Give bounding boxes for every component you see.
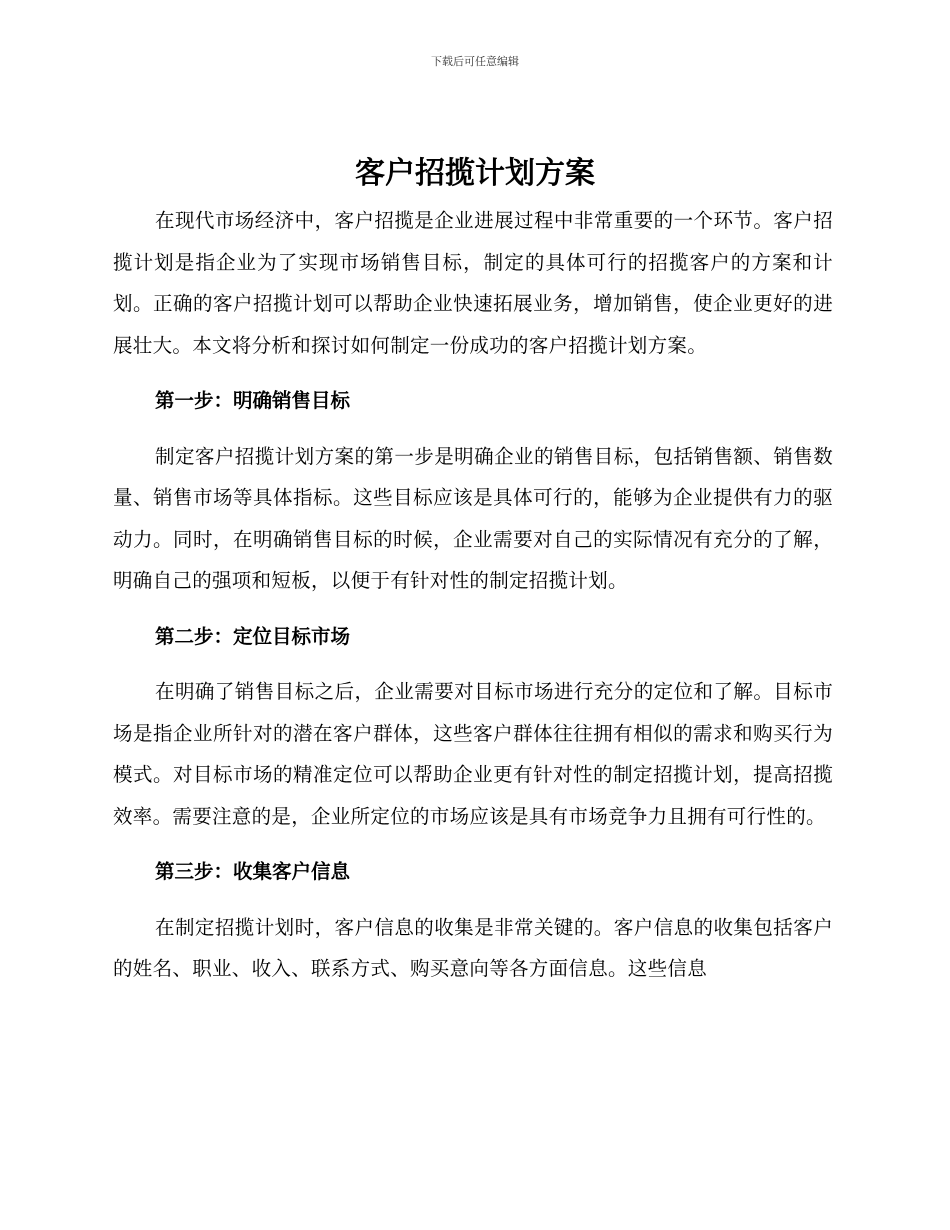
section-body-1: 制定客户招揽计划方案的第一步是明确企业的销售目标，包括销售额、销售数量、销售市场等具体指标。这些目标应该是具体可行的，能够为企业提供有力的驱动力。同时，在明确销售目标的时候，企业需要对自己的实际情况有充分的了解，明确自己的强项和短板，以便于有针对性的制定招揽计划。 xyxy=(113,444,833,592)
document-body xyxy=(113,200,833,990)
document-title: 客户招揽计划方案 xyxy=(355,156,595,191)
header-note: 下载后可任意编辑 xyxy=(431,55,519,68)
section-body-2: 在明确了销售目标之后，企业需要对目标市场进行充分的定位和了解。目标市场是指企业所针对的潜在客户群体，这些客户群体往往拥有相似的需求和购买行为模式。对目标市场的精准定位可以帮助企业更有针对性的制定招揽计划，提高招揽效率。需要注意的是，企业所定位的市场应该是具有市场竞争力且拥有可行性的。 xyxy=(113,680,833,828)
intro-paragraph: 在现代市场经济中，客户招揽是企业进展过程中非常重要的一个环节。客户招揽计划是指企业为了实现市场销售目标，制定的具体可行的招揽客户的方案和计划。正确的客户招揽计划可以帮助企业快速拓展业务，增加销售，使企业更好的进展壮大。本文将分析和探讨如何制定一份成功的客户招揽计划方案。 xyxy=(113,209,833,357)
section-heading-2: 第二步：定位目标市场 xyxy=(155,624,351,648)
section-heading-3: 第三步：收集客户信息 xyxy=(155,860,351,883)
section-heading-1: 第一步：明确销售目标 xyxy=(155,389,351,412)
section-body-3: 在制定招揽计划时，客户信息的收集是非常关键的。客户信息的收集包括客户的姓名、职业、收入、联系方式、购买意向等各方面信息。这些信息 xyxy=(113,915,833,980)
